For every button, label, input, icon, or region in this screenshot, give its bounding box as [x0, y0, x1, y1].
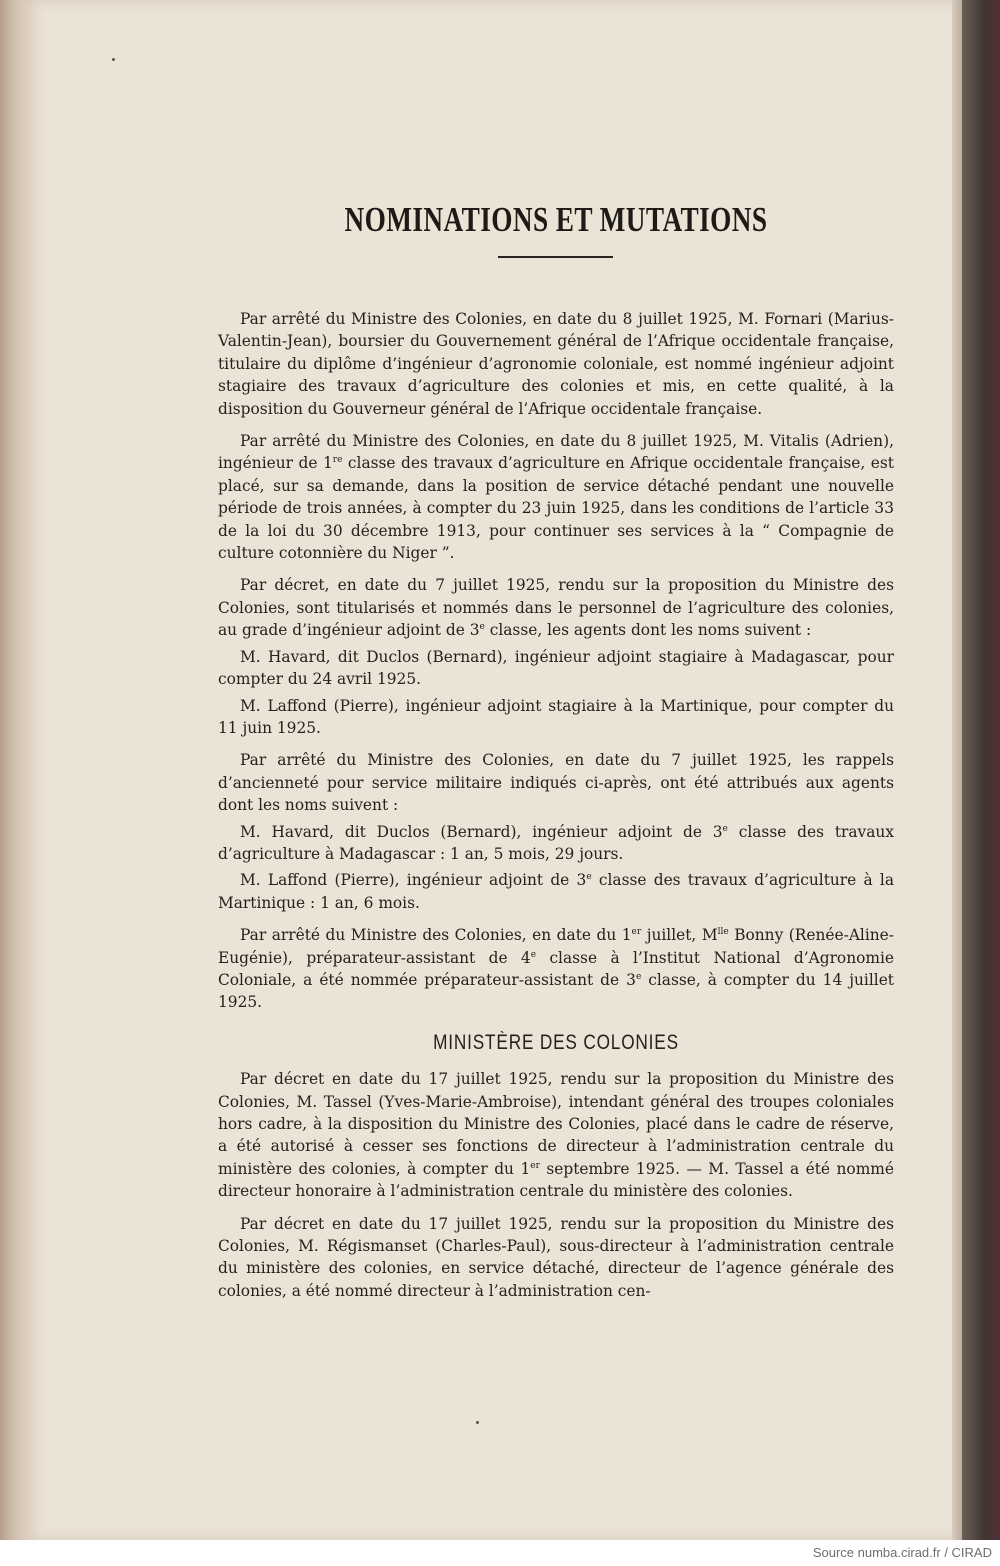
list-item-laffond: M. Laffond (Pierre), ingénieur adjoint stagiaire à la Martinique, pour compter du 11 juin 1925.	[218, 696, 894, 737]
list-item-havard-rappel: M. Havard, dit Duclos (Bernard), ingénieur adjoint de 3e classe des travaux d’agriculture à Madagascar : 1 an, 5 mois, 29 jours.	[218, 822, 895, 863]
source-credit: Source numba.cirad.fr / CIRAD	[812, 1545, 992, 1560]
paragraph-rappels: Par arrêté du Ministre des Colonies, en date du 7 juillet 1925, les rappels d’ancienneté pour service militaire indiqués ci-après, ont été attribués aux agents dont les noms suivent :	[218, 751, 894, 815]
paragraph-tassel: Par décret en date du 17 juillet 1925, rendu sur la proposition du Ministre des Colonies, M. Tassel (Yves-Marie-Ambroise), intendant général des troupes coloniales hors cadre, à la disposition du Ministre des Colonies, placé dans le cadre de réserve, a été autorisé à cesser ses fonctions de directeur à l’administration centrale du ministère des colonies, à compter du 1er septembre 1925. — M. Tassel a été nommé directeur honoraire à l’administration centrale du ministère des colonies.	[218, 1070, 894, 1201]
ink-speck	[476, 1421, 479, 1424]
paragraph-vitalis: Par arrêté du Ministre des Colonies, en date du 8 juillet 1925, M. Vitalis (Adrien), ingénieur de 1re classe des travaux d’agriculture en Afrique occidentale française, est placé, sur sa demande, dans la position de service détaché pendant une nouvelle période de trois années, à compter du 23 juin 1925, dans les conditions de l’article 33 de la loi du 30 décembre 1913, pour continuer ses services à la “ Compagnie de culture cotonnière du Niger ”.	[218, 432, 894, 563]
section-heading: MINISTÈRE DES COLONIES	[433, 1030, 679, 1054]
page-title: NOMINATIONS ET MUTATIONS	[344, 200, 768, 239]
paragraph-bonny: Par arrêté du Ministre des Colonies, en date du 1er juillet, $M^{lle}$ Bonny (Renée-Aline-Eugénie), préparateur-assistant de 4e classe à l’Institut National d’Agronomie Coloniale, a été nommée préparateur-assistant de 3e classe, à compter du 14 juillet 1925.	[218, 926, 894, 1012]
paragraph-fornari: Par arrêté du Ministre des Colonies, en date du 8 juillet 1925, M. Fornari (Marius-Valentin-Jean), boursier du Gouvernement général de l’Afrique occidentale française, titulaire du diplôme d’ingénieur d’agronomie coloniale, est nommé ingénieur adjoint stagiaire des travaux d’agriculture des colonies et mis, en cette qualité, à la disposition du Gouverneur général de l’Afrique occidentale française.	[218, 310, 894, 418]
document-body	[218, 308, 894, 1312]
paragraph-regismanset: Par décret en date du 17 juillet 1925, rendu sur la proposition du Ministre des Colonies, M. Régismanset (Charles-Paul), sous-directeur à l’administration centrale du ministère des colonies, en service détaché, directeur de l’agence générale des colonies, a été nommé directeur à l’administration cen-	[218, 1214, 894, 1300]
list-item-laffond-rappel: M. Laffond (Pierre), ingénieur adjoint de 3e classe des travaux d’agriculture à la Martinique : 1 an, 6 mois.	[218, 871, 894, 912]
title-underline	[498, 256, 613, 258]
paragraph-decret-titularisation: Par décret, en date du 7 juillet 1925, rendu sur la proposition du Ministre des Colonies, sont titularisés et nommés dans le personnel de l’agriculture des colonies, au grade d’ingénieur adjoint de 3e classe, les agents dont les noms suivent :	[218, 576, 894, 640]
list-item-havard: M. Havard, dit Duclos (Bernard), ingénieur adjoint stagiaire à Madagascar, pour compter du 24 avril 1925.	[218, 647, 894, 689]
ink-speck	[112, 58, 115, 61]
